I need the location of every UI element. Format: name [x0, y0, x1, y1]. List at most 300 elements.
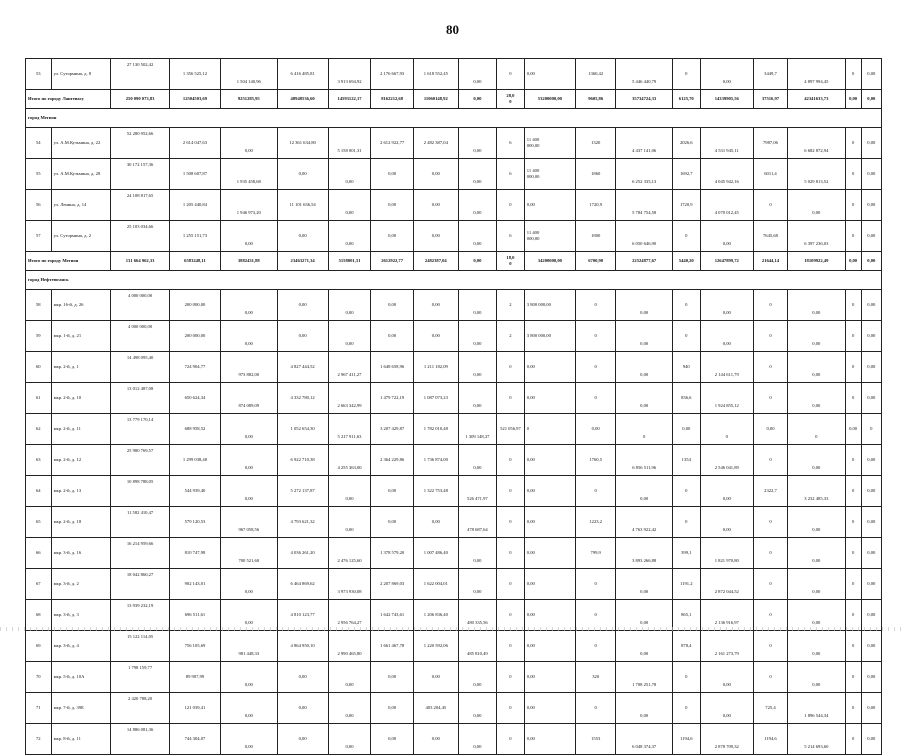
- table-cell: 2 990 465,80: [328, 631, 371, 662]
- table-cell: 2 546 041,89: [700, 445, 753, 476]
- table-cell: 0,00: [524, 631, 575, 662]
- table-cell: 4 045 942,16: [700, 159, 753, 190]
- table-cell: 0,00: [700, 221, 753, 252]
- scan-edge-noise: [0, 627, 905, 631]
- table-cell: 6 922 710,38: [277, 445, 328, 476]
- table-cell: 0,00: [371, 321, 414, 352]
- table-cell: 0: [575, 693, 616, 724]
- table-cell: 0,00: [788, 538, 846, 569]
- table-cell: 11 400 000,00: [524, 159, 575, 190]
- table-cell: 14 886 081,36: [111, 724, 170, 755]
- table-cell: 0: [497, 569, 525, 600]
- table-cell: 1223,2: [575, 507, 616, 538]
- table-cell: 6125,70: [672, 90, 700, 109]
- table-cell: 0,00: [788, 321, 846, 352]
- table-cell: 4 255 363,00: [328, 445, 371, 476]
- table-cell: 0: [753, 600, 787, 631]
- table-cell: 0,00: [788, 600, 846, 631]
- table-row: [26, 693, 882, 724]
- table-cell: 58: [26, 290, 52, 321]
- table-row: [26, 569, 882, 600]
- table-cell: 13 779 170,14: [111, 414, 170, 445]
- table-cell: 6 397 236,03: [788, 221, 846, 252]
- table-cell: 69: [26, 631, 52, 662]
- table-cell: 27 130 502,42: [111, 59, 170, 90]
- table-cell: 0: [753, 383, 787, 414]
- table-row: [26, 128, 882, 159]
- table-cell: 0,00: [861, 290, 881, 321]
- table-cell: 0: [672, 476, 700, 507]
- table-cell: 0,00: [616, 631, 672, 662]
- table-cell: 0: [497, 445, 525, 476]
- table-cell: 0: [672, 59, 700, 90]
- table-cell: 0,00: [328, 321, 371, 352]
- table-cell: 579 120,53: [169, 507, 220, 538]
- table-cell: 4 000 000,00: [111, 290, 170, 321]
- table-cell: 6 252 335,13: [616, 159, 672, 190]
- register-table-container: [25, 58, 882, 755]
- table-cell: 0,00: [753, 414, 787, 445]
- table-cell: 1 255 151,73: [169, 221, 220, 252]
- table-cell: 4 827 444,52: [277, 352, 328, 383]
- table-cell: 4 810 123,77: [277, 600, 328, 631]
- table-cell: 6 464 869,62: [277, 569, 328, 600]
- table-row: [26, 414, 882, 445]
- table-cell: мкр. 5-й, д. 10А: [51, 662, 111, 693]
- table-cell: 0: [672, 290, 700, 321]
- table-cell: 0,00: [524, 383, 575, 414]
- table-cell: 55: [26, 159, 52, 190]
- table-cell: Итого по городу Мегион: [26, 252, 111, 271]
- table-cell: 0,00: [861, 631, 881, 662]
- table-cell: мкр. 2-й, д. 18: [51, 507, 111, 538]
- table-cell: 1 935 458,68: [221, 159, 277, 190]
- table-cell: 1 211 182,09: [413, 352, 458, 383]
- table-cell: мкр. 8-й, д. 11: [51, 724, 111, 755]
- table-cell: 0: [845, 190, 861, 221]
- table-cell: 131 664 962,33: [111, 252, 170, 271]
- table-cell: 61: [26, 383, 52, 414]
- table-cell: 0,00: [861, 724, 881, 755]
- table-cell: 0: [700, 414, 753, 445]
- table-cell: 0: [672, 321, 700, 352]
- table-cell: 0: [497, 383, 525, 414]
- table-cell: 0,00: [861, 159, 881, 190]
- table-cell: 1 205 440,84: [169, 190, 220, 221]
- table-row: [26, 383, 882, 414]
- table-cell: мкр. 16-й, д. 26: [51, 290, 111, 321]
- table-cell: 2026,6: [672, 128, 700, 159]
- table-cell: 1 896 544,34: [788, 693, 846, 724]
- table-cell: 0,00: [524, 59, 575, 90]
- table-cell: 5 446 440,79: [616, 59, 672, 90]
- table-cell: 0,00: [458, 569, 496, 600]
- table-cell: 3 913 694,92: [328, 59, 371, 90]
- table-cell: 54: [26, 128, 52, 159]
- table-cell: 403 204,45: [413, 693, 458, 724]
- table-cell: 0,00: [861, 190, 881, 221]
- table-cell: 0,00: [328, 662, 371, 693]
- table-cell: 0,00: [788, 352, 846, 383]
- table-cell: 2 136 916,97: [700, 600, 753, 631]
- table-cell: 0,00: [861, 59, 881, 90]
- table-cell: 4 793 621,32: [277, 507, 328, 538]
- table-cell: 2322,7: [753, 476, 787, 507]
- table-cell: 89 907,99: [169, 662, 220, 693]
- table-cell: 0,00: [524, 352, 575, 383]
- table-cell: 1 508 607,87: [169, 159, 220, 190]
- table-cell: 1194,6: [672, 724, 700, 755]
- table-cell: 72: [26, 724, 52, 755]
- page-number: 80: [446, 22, 459, 37]
- table-cell: 4 864 950,10: [277, 631, 328, 662]
- table-cell: 0: [575, 352, 616, 383]
- table-cell: 0,00: [221, 476, 277, 507]
- table-cell: 66: [26, 538, 52, 569]
- table-cell: 0: [753, 290, 787, 321]
- table-cell: 0,00: [524, 724, 575, 755]
- table-row: [26, 445, 882, 476]
- table-cell: 725,4: [753, 693, 787, 724]
- table-cell: 1 821 970,80: [700, 538, 753, 569]
- table-cell: 0,00: [458, 321, 496, 352]
- table-cell: 0,00: [221, 321, 277, 352]
- table-cell: 0,00: [861, 383, 881, 414]
- table-row: [26, 662, 882, 693]
- table-cell: 2 614 047,63: [169, 128, 220, 159]
- table-cell: 0: [753, 631, 787, 662]
- table-cell: 0,00: [328, 190, 371, 221]
- table-cell: город Мегион: [26, 109, 882, 128]
- table-cell: 34200000,00: [524, 252, 575, 271]
- table-cell: 11 582 410,47: [111, 507, 170, 538]
- table-cell: 60: [26, 352, 52, 383]
- table-row: [26, 507, 882, 538]
- table-cell: 0,00: [458, 383, 496, 414]
- table-cell: 0,00: [277, 662, 328, 693]
- table-cell: 250 090 073,83: [111, 90, 170, 109]
- table-cell: 0,00: [371, 662, 414, 693]
- table-cell: 0: [524, 414, 575, 445]
- table-cell: 0: [845, 476, 861, 507]
- table-cell: 2 956 764,27: [328, 600, 371, 631]
- table-cell: 0: [497, 662, 525, 693]
- table-row: [26, 476, 882, 507]
- table-cell: 0: [845, 159, 861, 190]
- table-cell: 0,00: [413, 190, 458, 221]
- table-cell: 6: [497, 128, 525, 159]
- table-cell: 3 207 429,87: [371, 414, 414, 445]
- table-cell: 1320: [575, 128, 616, 159]
- table-cell: 1553: [575, 724, 616, 755]
- table-cell: 1 206 836,40: [413, 600, 458, 631]
- table-cell: 1191,2: [672, 569, 700, 600]
- table-cell: 0,00: [524, 507, 575, 538]
- table-cell: 1 736 874,00: [413, 445, 458, 476]
- table-cell: 0: [497, 693, 525, 724]
- table-cell: 11060148,92: [413, 90, 458, 109]
- table-cell: 1 798 159,77: [111, 662, 170, 693]
- table-cell: 4 000 000,00: [111, 321, 170, 352]
- table-cell: 0,00: [788, 662, 846, 693]
- table-cell: 0: [575, 631, 616, 662]
- table-cell: ул. Ленина, д. 14: [51, 190, 111, 221]
- table-cell: 12 361 634,80: [277, 128, 328, 159]
- table-cell: 0,00: [371, 190, 414, 221]
- table-cell: 25 980 769,57: [111, 445, 170, 476]
- table-cell: 0,00: [861, 600, 881, 631]
- table-cell: 1 322 753,48: [413, 476, 458, 507]
- table-cell: 0,00: [371, 507, 414, 538]
- table-cell: 724 904,77: [169, 352, 220, 383]
- table-cell: 0,00: [458, 724, 496, 755]
- table-row: [26, 538, 882, 569]
- table-cell: 62: [26, 414, 52, 445]
- table-cell: 0,00: [413, 321, 458, 352]
- table-cell: 0,00: [328, 724, 371, 755]
- table-cell: 12647899,72: [700, 252, 753, 271]
- table-cell: 0,00: [845, 414, 861, 445]
- table-cell: 5 272 137,87: [277, 476, 328, 507]
- table-cell: 3 800 000,00: [524, 321, 575, 352]
- table-cell: 0,00: [861, 538, 881, 569]
- table-cell: 11 400 000,00: [524, 128, 575, 159]
- table-cell: 2 176 667,93: [371, 59, 414, 90]
- table-cell: 0,00: [524, 662, 575, 693]
- table-cell: 0: [753, 662, 787, 693]
- table-cell: 0,00: [413, 290, 458, 321]
- table-cell: 11 400 000,00: [524, 221, 575, 252]
- table-cell: 0: [845, 128, 861, 159]
- table-cell: 4 036 261,20: [277, 538, 328, 569]
- table-cell: 0: [497, 724, 525, 755]
- table-cell: 0,00: [788, 507, 846, 538]
- table-cell: 0: [845, 221, 861, 252]
- table-cell: мкр. 2-й, д. 1: [51, 352, 111, 383]
- table-cell: 0: [845, 290, 861, 321]
- table-cell: 2482387,04: [413, 252, 458, 271]
- table-cell: 0,00: [861, 693, 881, 724]
- table-row: [26, 290, 882, 321]
- table-cell: 3 973 930,08: [328, 569, 371, 600]
- table-cell: 0,00: [221, 290, 277, 321]
- table-cell: 0,00: [700, 59, 753, 90]
- table-cell: 0,00: [371, 159, 414, 190]
- table-cell: 0,00: [788, 631, 846, 662]
- table-cell: 0,00: [458, 662, 496, 693]
- table-cell: Итого по городу Лангепасу: [26, 90, 111, 109]
- table-cell: 18109922,49: [788, 252, 846, 271]
- table-cell: 0,00: [616, 569, 672, 600]
- table-cell: 6 048 374,37: [616, 724, 672, 755]
- table-cell: 30 172 157,36: [111, 159, 170, 190]
- table-cell: 480 335,56: [458, 600, 496, 631]
- table-cell: 0: [672, 693, 700, 724]
- table-cell: 0: [753, 190, 787, 221]
- table-cell: 0,00: [788, 290, 846, 321]
- table-cell: 4 763 922,42: [616, 507, 672, 538]
- table-cell: мкр. 1-й, д. 21: [51, 321, 111, 352]
- table-cell: 0,00: [413, 662, 458, 693]
- table-cell: 1360,42: [575, 59, 616, 90]
- table-cell: 0: [753, 321, 787, 352]
- table-cell: 70: [26, 662, 52, 693]
- table-cell: 1 220 592,06: [413, 631, 458, 662]
- table-cell: 0: [845, 631, 861, 662]
- table-cell: 6583248,11: [169, 252, 220, 271]
- table-cell: 0,00: [458, 159, 496, 190]
- table-cell: 63: [26, 445, 52, 476]
- table-cell: 21644,14: [753, 252, 787, 271]
- table-cell: 0,00: [458, 221, 496, 252]
- table-cell: 2 476 125,60: [328, 538, 371, 569]
- table-cell: 1 782 010,48: [413, 414, 458, 445]
- section-heading-row: [26, 109, 882, 128]
- table-cell: 0,00: [861, 445, 881, 476]
- table-cell: 0: [575, 569, 616, 600]
- table-cell: 1 052 654,30: [277, 414, 328, 445]
- table-cell: 0,00: [845, 90, 861, 109]
- table-cell: 3 800 000,00: [524, 290, 575, 321]
- table-cell: 2 967 411,27: [328, 352, 371, 383]
- table-cell: 0: [575, 290, 616, 321]
- table-cell: 0,00: [788, 190, 846, 221]
- table-cell: 0: [575, 600, 616, 631]
- table-cell: 0: [497, 476, 525, 507]
- table-cell: 973 882,00: [221, 352, 277, 383]
- table-cell: мкр. 3-й, д. 3: [51, 600, 111, 631]
- table-cell: 0: [497, 507, 525, 538]
- table-cell: 10 898 788,05: [111, 476, 170, 507]
- table-cell: 5440,20: [672, 252, 700, 271]
- table-row: [26, 59, 882, 90]
- table-cell: 320: [575, 662, 616, 693]
- table-cell: 0,00: [458, 190, 496, 221]
- table-cell: 1194,6: [753, 724, 787, 755]
- table-cell: 0: [845, 321, 861, 352]
- table-cell: 13 939 232,19: [111, 600, 170, 631]
- table-cell: 0,00: [861, 476, 881, 507]
- table-cell: 0,00: [700, 662, 753, 693]
- table-cell: мкр. 2-й, д. 11: [51, 414, 111, 445]
- table-cell: 688 958,52: [169, 414, 220, 445]
- table-cell: 0: [753, 445, 787, 476]
- table-cell: 3449,7: [753, 59, 787, 90]
- table-cell: 4 332 780,12: [277, 383, 328, 414]
- table-cell: 1 309 148,37: [458, 414, 496, 445]
- table-cell: 6 416 485,81: [277, 59, 328, 90]
- table-cell: 2 161 273,79: [700, 631, 753, 662]
- table-cell: 478 687,64: [458, 507, 496, 538]
- table-cell: 0,00: [672, 414, 700, 445]
- table-cell: 2 663 342,99: [328, 383, 371, 414]
- table-cell: 0,00: [788, 383, 846, 414]
- table-cell: 0,00: [700, 321, 753, 352]
- table-cell: 0: [845, 662, 861, 693]
- table-cell: 0: [845, 693, 861, 724]
- section-heading-row: [26, 271, 882, 290]
- table-cell: 9251285,95: [221, 90, 277, 109]
- table-cell: 14593122,17: [328, 90, 371, 109]
- table-cell: 6700,90: [575, 252, 616, 271]
- table-cell: 18 042 860,27: [111, 569, 170, 600]
- table-cell: 0,00: [458, 90, 496, 109]
- table-cell: 0: [497, 59, 525, 90]
- table-cell: 940: [672, 352, 700, 383]
- table-cell: 0,00: [371, 221, 414, 252]
- table-cell: 865,1: [672, 600, 700, 631]
- table-cell: 12504503,69: [169, 90, 220, 109]
- table-cell: 6: [497, 159, 525, 190]
- table-cell: 0: [845, 600, 861, 631]
- table-cell: мкр. 2-й, д. 10: [51, 383, 111, 414]
- table-cell: 744 304,07: [169, 724, 220, 755]
- table-cell: 1 007 486,40: [413, 538, 458, 569]
- table-cell: 48948536,60: [277, 90, 328, 109]
- table-cell: 0,00: [616, 476, 672, 507]
- table-cell: 52 280 952,66: [111, 128, 170, 159]
- table-cell: 14339905,56: [700, 90, 753, 109]
- table-cell: 0,00: [221, 569, 277, 600]
- table-cell: 0: [845, 383, 861, 414]
- table-cell: 0,00: [221, 693, 277, 724]
- table-row: [26, 724, 882, 755]
- table-cell: 0,00: [616, 290, 672, 321]
- table-cell: 5 029 813,52: [788, 159, 846, 190]
- table-cell: мкр. 3-й, д. 16: [51, 538, 111, 569]
- table-row: [26, 321, 882, 352]
- table-cell: 0,00: [413, 724, 458, 755]
- table-cell: 878,4: [672, 631, 700, 662]
- table-cell: 967 058,56: [221, 507, 277, 538]
- table-cell: 0,00: [371, 693, 414, 724]
- table-cell: 23463271,34: [277, 252, 328, 271]
- table-cell: 0,00: [413, 221, 458, 252]
- table-cell: 0: [497, 631, 525, 662]
- table-cell: 7645,68: [753, 221, 787, 252]
- table-cell: 0,00: [861, 90, 881, 109]
- table-cell: 0,00: [575, 414, 616, 445]
- table-cell: 0,00: [458, 128, 496, 159]
- table-cell: 0: [616, 414, 672, 445]
- table-cell: 0,00: [328, 221, 371, 252]
- table-cell: 42341633,73: [788, 90, 846, 109]
- table-cell: 0,00: [221, 221, 277, 252]
- table-cell: 28,0 0: [497, 90, 525, 109]
- table-cell: 0,00: [458, 693, 496, 724]
- table-cell: 59: [26, 321, 52, 352]
- table-cell: 1692,7: [672, 159, 700, 190]
- table-cell: 0: [575, 383, 616, 414]
- table-cell: 0,00: [221, 724, 277, 755]
- table-cell: 25 103 034,66: [111, 221, 170, 252]
- table-cell: 0: [845, 507, 861, 538]
- table-cell: 2 872 044,52: [700, 569, 753, 600]
- table-cell: 0,00: [221, 600, 277, 631]
- table-row: [26, 352, 882, 383]
- table-cell: 0,00: [524, 693, 575, 724]
- table-cell: 0: [845, 352, 861, 383]
- table-cell: 1 642 743,61: [371, 600, 414, 631]
- table-cell: 5 158 001,31: [328, 128, 371, 159]
- table-row: [26, 631, 882, 662]
- table-cell: 0,00: [861, 128, 881, 159]
- table-cell: 521 056,97: [497, 414, 525, 445]
- table-cell: 2 144 611,79: [700, 352, 753, 383]
- table-cell: 5 784 754,58: [616, 190, 672, 221]
- table-cell: 0,00: [788, 569, 846, 600]
- table-cell: 0: [753, 352, 787, 383]
